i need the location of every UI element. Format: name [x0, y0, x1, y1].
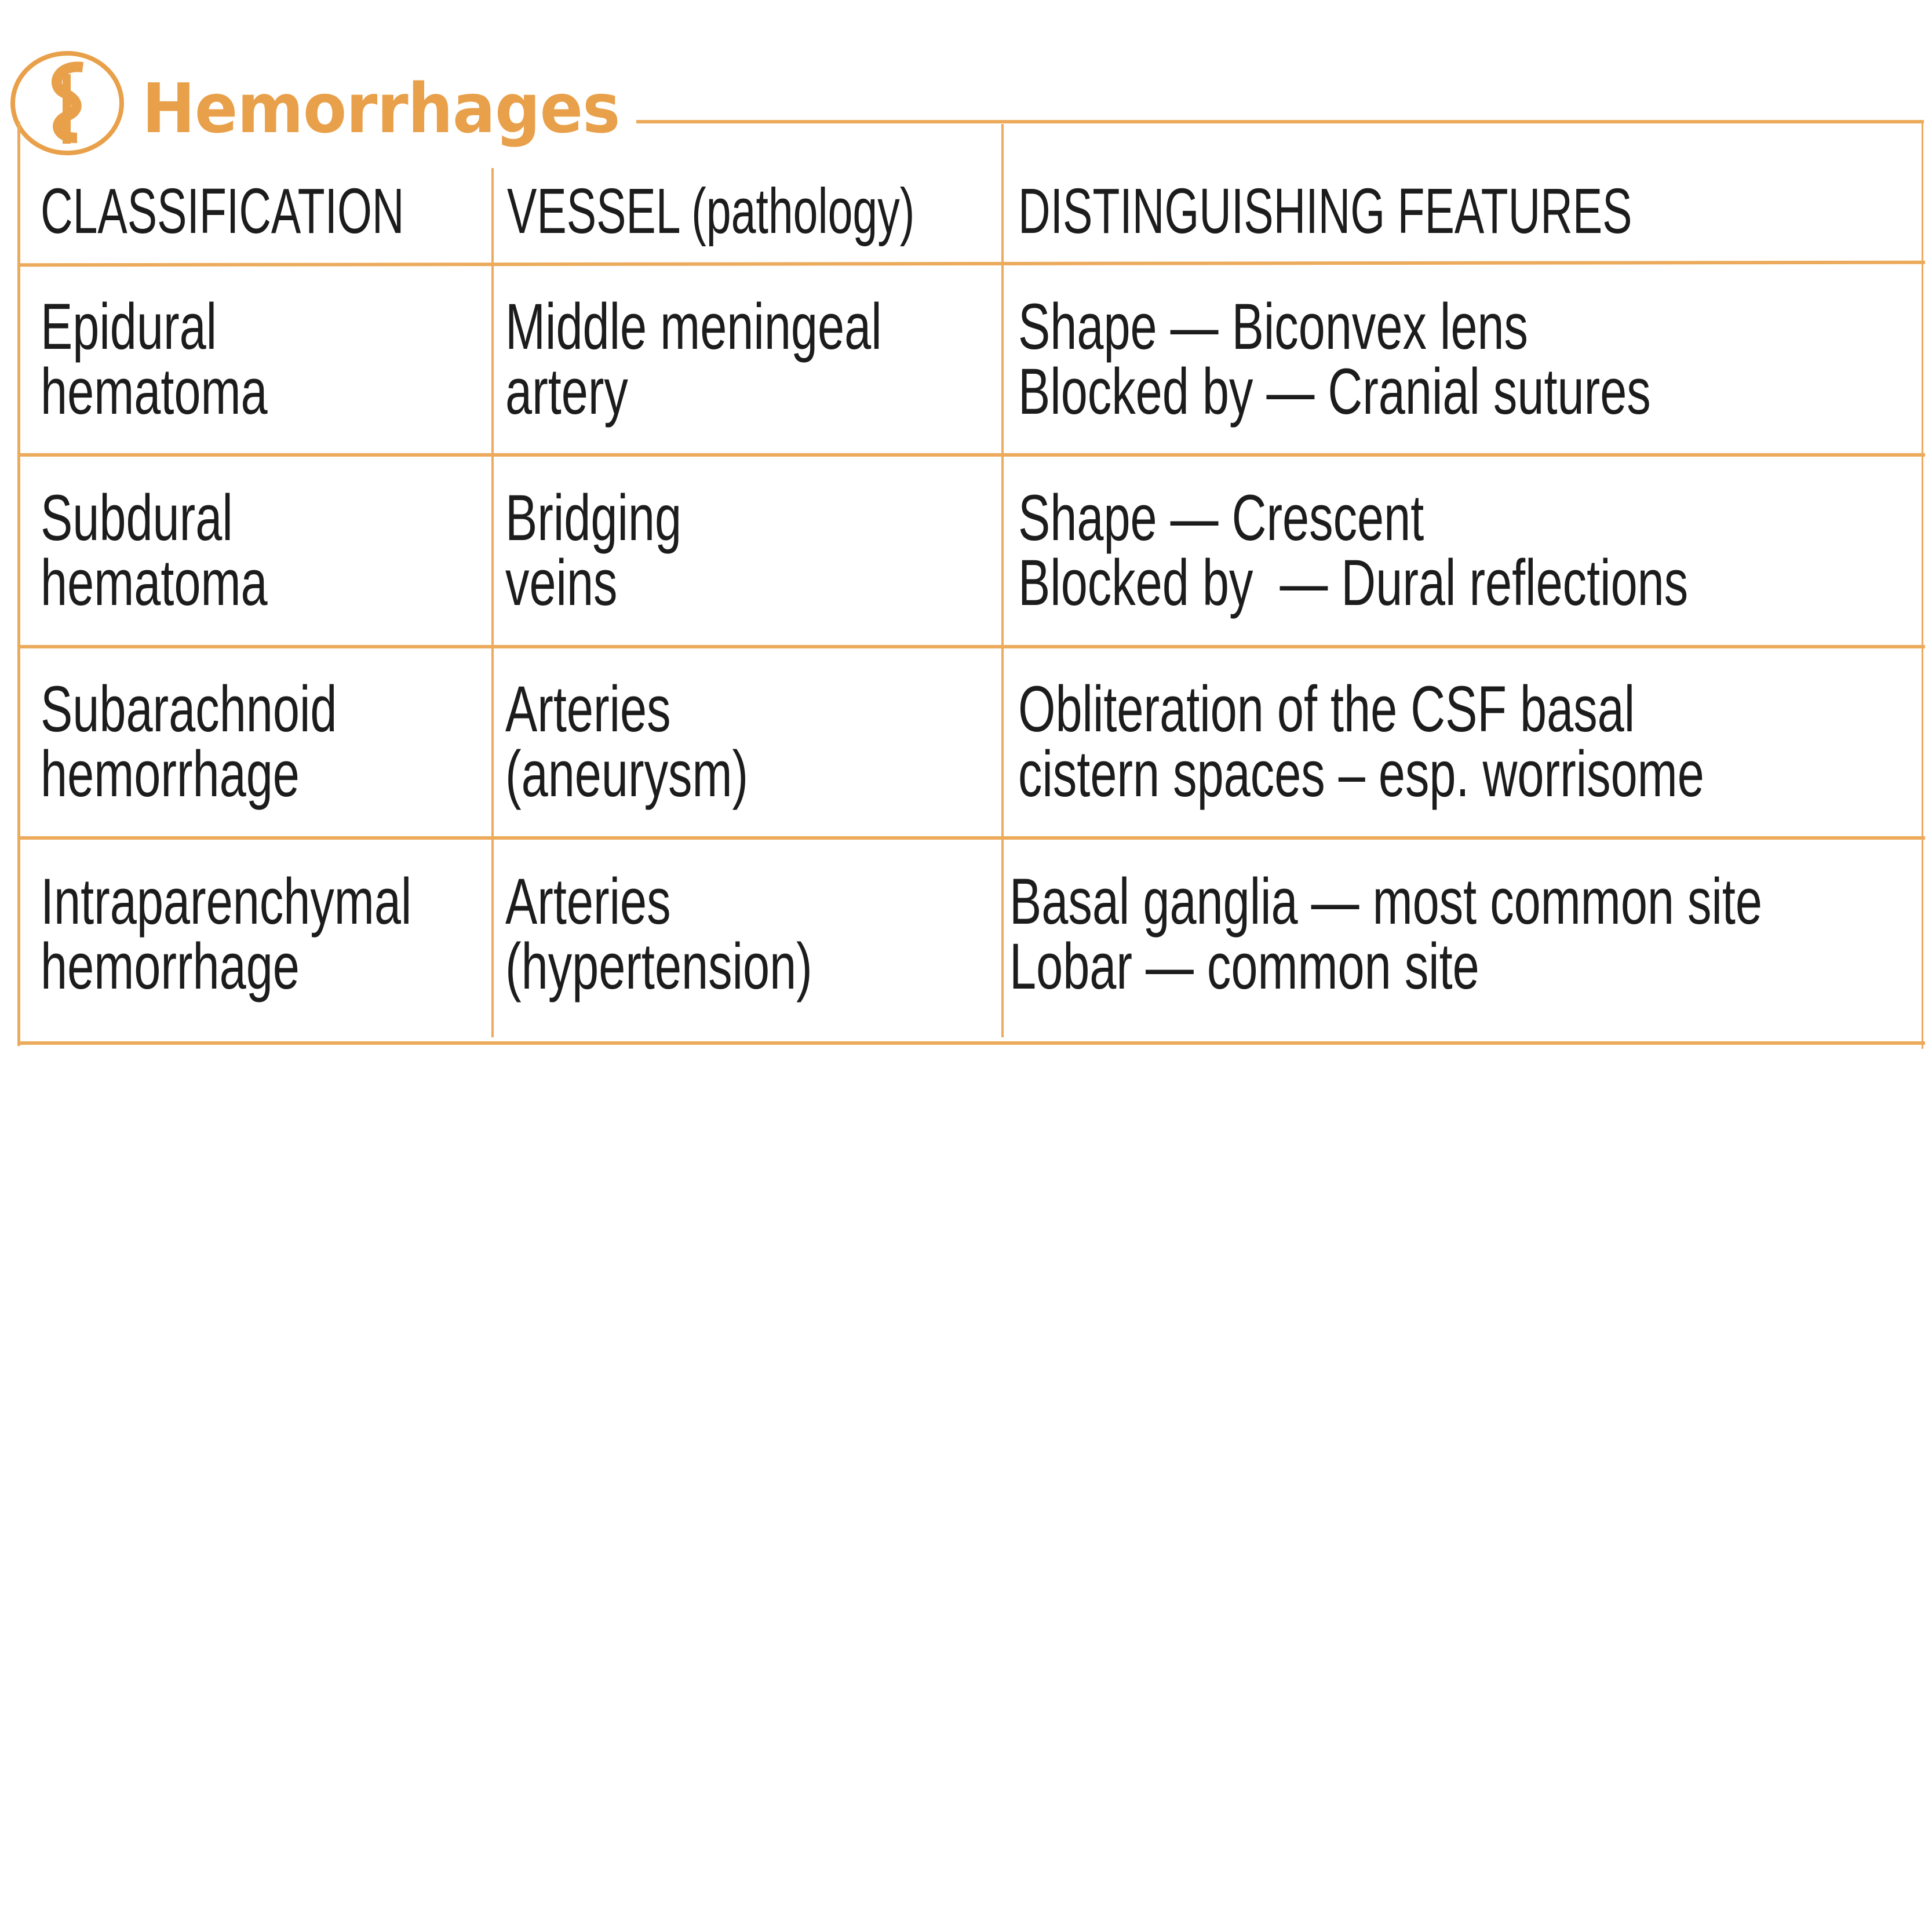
- column-header-vessel: VESSEL (pathology): [507, 176, 915, 247]
- frame-bottom-rule: [19, 1041, 1925, 1045]
- row-rule-1: [19, 453, 1925, 457]
- table-cell-vessel: Middle meningeal artery: [505, 290, 882, 428]
- table-cell-vessel: Bridging veins: [505, 482, 682, 619]
- frame-left-rule: [17, 122, 20, 1046]
- table-cell-classification: Subdural hematoma: [41, 482, 268, 619]
- column-divider-1: [491, 168, 494, 1037]
- column-divider-2: [1001, 124, 1004, 1037]
- rod-of-asclepius-icon: [10, 51, 124, 155]
- table-cell-classification: Epidural hematoma: [41, 290, 268, 428]
- row-rule-2: [19, 645, 1925, 648]
- table-cell-features: Obliteration of the CSF basal cistern spaces – esp. worrisome: [1018, 673, 1704, 810]
- page-title: Hemorrhages: [142, 68, 620, 148]
- table-cell-classification: Intraparenchymal hemorrhage: [41, 865, 412, 1003]
- table-cell-features: Shape — Biconvex lens Blocked by — Cranial sutures: [1018, 290, 1651, 428]
- table-cell-classification: Subarachnoid hemorrhage: [41, 673, 337, 810]
- table-cell-features: Basal ganglia — most common site Lobar — common site: [1009, 865, 1763, 1003]
- table-cell-vessel: Arteries (aneurysm): [505, 673, 749, 810]
- row-rule-3: [19, 836, 1925, 840]
- table-cell-features: Shape — Crescent Blocked by — Dural reflections: [1018, 482, 1689, 619]
- header-row-rule: [19, 261, 1925, 267]
- table-cell-vessel: Arteries (hypertension): [505, 865, 812, 1003]
- frame-top-rule: [636, 120, 1924, 123]
- column-header-features: DISTINGUISHING FEATURES: [1018, 176, 1632, 247]
- column-header-classification: CLASSIFICATION: [41, 176, 404, 247]
